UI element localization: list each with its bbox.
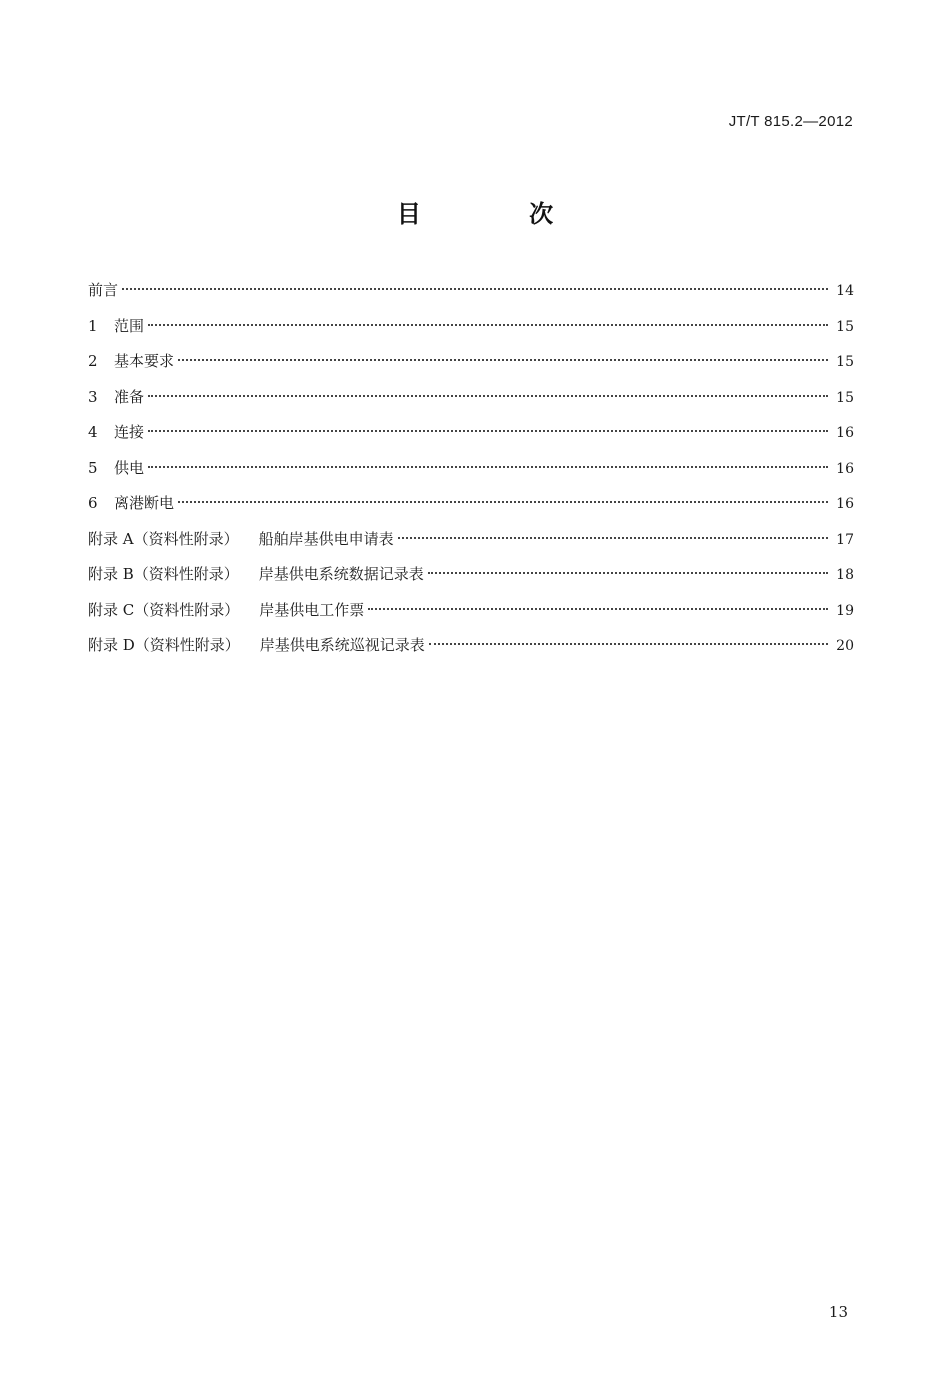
toc-entry-page: 19 [836, 602, 854, 619]
toc-entry-number: 3 [88, 387, 98, 406]
toc-entry-page: 15 [836, 318, 854, 335]
toc-entry-label: 岸基供电系统数据记录表 [258, 565, 424, 583]
toc-entry-page: 16 [836, 496, 854, 512]
toc-leader-dots [148, 324, 828, 326]
toc-entry-appendix-prefix: 附录 C（资料性附录） [88, 600, 240, 619]
toc-entry-page: 15 [836, 354, 854, 370]
toc-entry-departure-disconnect[interactable] [88, 491, 854, 527]
toc-entry-label: 前言 [88, 281, 119, 299]
toc-entry-label: 岸基供电系统巡视记录表 [259, 636, 425, 654]
toc-entry-label: 连接 [114, 423, 145, 441]
toc-entry-number: 4 [88, 423, 98, 441]
toc-leader-dots [148, 466, 828, 468]
toc-entry-appendix-d[interactable] [88, 633, 854, 669]
toc-entry-appendix-b[interactable] [88, 562, 854, 598]
toc-entry-label: 准备 [114, 387, 145, 406]
toc-entry-page: 15 [836, 389, 854, 406]
toc-leader-dots [398, 537, 829, 539]
toc-entry-power-supply[interactable] [88, 456, 854, 492]
toc-entry-number: 5 [88, 458, 98, 477]
toc-entry-number: 2 [88, 352, 98, 370]
toc-entry-number: 6 [88, 494, 98, 512]
toc-entry-appendix-prefix: 附录 B（资料性附录） [88, 565, 239, 583]
toc-leader-dots [428, 572, 828, 574]
toc-entry-page: 16 [836, 425, 854, 441]
table-of-contents [88, 278, 854, 669]
toc-entry-label: 离港断电 [114, 494, 175, 512]
toc-entry-label: 基本要求 [114, 352, 175, 370]
toc-entry-appendix-prefix: 附录 A（资料性附录） [88, 529, 239, 548]
toc-leader-dots [148, 395, 828, 397]
standard-code: JT/T 815.2—2012 [728, 113, 853, 130]
toc-entry-appendix-a[interactable] [88, 527, 854, 563]
toc-entry-label: 范围 [114, 316, 145, 335]
page-title: 目 次 [396, 200, 604, 228]
toc-leader-dots [178, 359, 828, 361]
toc-entry-preparation[interactable] [88, 385, 854, 421]
toc-entry-basic-requirements[interactable] [88, 349, 854, 385]
toc-entry-label: 供电 [114, 458, 145, 477]
toc-leader-dots [368, 608, 828, 610]
toc-entry-page: 16 [836, 460, 854, 477]
toc-leader-dots [148, 430, 828, 432]
toc-leader-dots [122, 288, 828, 290]
toc-entry-scope[interactable] [88, 314, 854, 350]
toc-entry-label: 船舶岸基供电申请表 [258, 529, 394, 548]
toc-entry-appendix-prefix: 附录 D（资料性附录） [88, 636, 240, 654]
toc-entry-number: 1 [88, 316, 98, 335]
toc-leader-dots [429, 643, 828, 645]
toc-entry-page: 18 [836, 567, 854, 583]
toc-entry-page: 14 [836, 283, 854, 299]
toc-entry-appendix-c[interactable] [88, 598, 854, 634]
toc-entry-connection[interactable] [88, 420, 854, 456]
page-number: 13 [828, 1303, 848, 1321]
toc-entry-page: 17 [836, 531, 854, 548]
toc-leader-dots [178, 501, 828, 503]
toc-entry-label: 岸基供电工作票 [259, 600, 365, 619]
toc-entry-foreword[interactable] [88, 278, 854, 314]
toc-entry-page: 20 [836, 638, 854, 654]
